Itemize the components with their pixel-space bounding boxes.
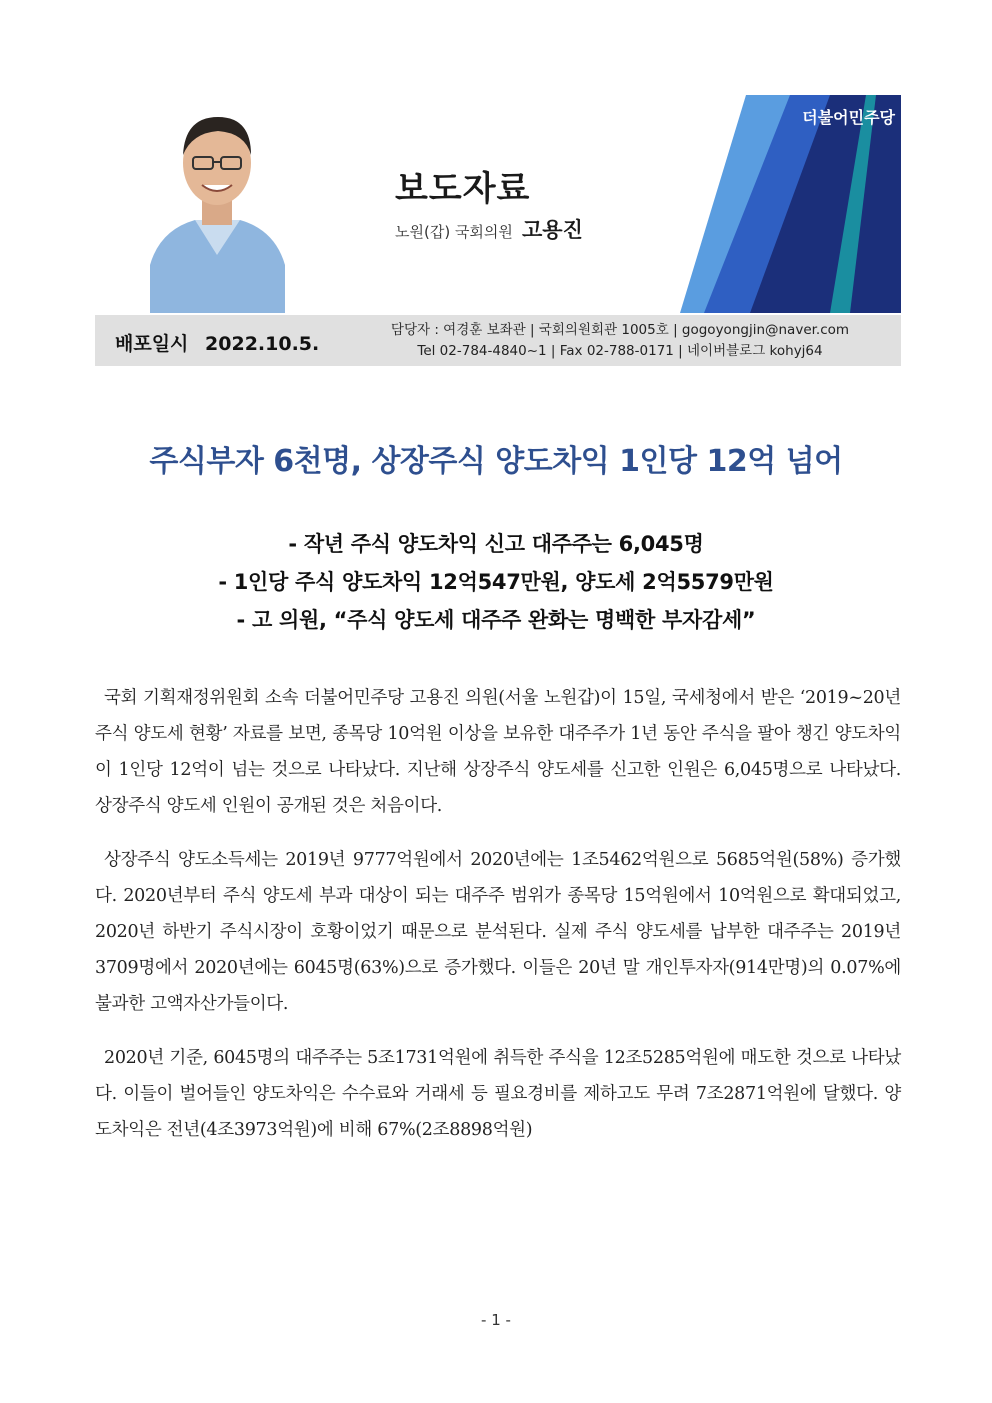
page-number: - 1 - [481,1311,511,1329]
subheadline-item: - 작년 주식 양도차익 신고 대주주는 6,045명 [288,532,704,556]
press-header [95,95,901,313]
info-bar [95,315,901,366]
date-value: 2022.10.5. [205,333,320,355]
contact-info [360,320,880,362]
portrait-image [150,105,285,313]
contact-line-1: 담당자 : 여경훈 보좌관 | 국회의원회관 1005호 | gogoyongjin@naver.com [390,322,850,338]
contact-line-2: Tel 02-784-4840~1 | Fax 02-788-0171 | 네이버블로그 kohyj64 [417,343,823,359]
subheadline-list [0,525,992,639]
lawmaker-name: 고용진 [522,218,583,242]
date-label: 배포일시 [115,333,189,355]
body-paragraph: 상장주식 양도소득세는 2019년 9777억원에서 2020년에는 1조5462억원으로 5685억원(58%) 증가했다. 2020년부터 주식 양도세 부과 대상이 되는 대주주 범위가 종목당 15억원에서 10억원으로 확대되었고, 2020년 하반기 주식시장이 호황이었기 때문으로 분석된다. 실제 주식 양도세를 납부한 대주주는 2019년 3709명에서 2020년에는 6045명(63%)으로 증가했다. 이들은 20년 말 개인투자자(914만명)의 0.07%에 불과한 고액자산가들이다. [95,850,901,1014]
press-release-title: 보도자료 [395,169,531,209]
article-body [95,680,901,1166]
body-paragraph: 국회 기획재정위원회 소속 더불어민주당 고용진 의원(서울 노원갑)이 15일, 국세청에서 받은 ‘2019~20년 주식 양도세 현황’ 자료를 보면, 종목당 10억원 이상을 보유한 대주주가 1년 동안 주식을 팔아 챙긴 양도차익이 1인당 12억이 넘는 것으로 나타났다. 지난해 상장주식 양도세를 신고한 인원은 6,045명으로 나타났다. 상장주식 양도세 인원이 공개된 것은 처음이다. [95,688,901,816]
party-logo: 더불어민주당 [802,108,895,127]
lawmaker-line [395,214,583,244]
headline: 주식부자 6천명, 상장주식 양도차익 1인당 12억 넘어 [149,444,843,479]
title-block [395,161,583,244]
district-label: 노원(갑) 국회의원 [395,223,513,241]
subheadline-item: - 1인당 주식 양도차익 12억547만원, 양도세 2억5579만원 [218,570,774,594]
subheadline-item: - 고 의원, “주식 양도세 대주주 완화는 명백한 부자감세” [236,608,756,632]
release-date [115,329,319,356]
body-paragraph: 2020년 기준, 6045명의 대주주는 5조1731억원에 취득한 주식을 12조5285억원에 매도한 것으로 나타났다. 이들이 벌어들인 양도차익은 수수료와 거래세 등 필요경비를 제하고도 무려 7조2871억원에 달했다. 양도차익은 전년(4조3973억원)에 비해 67%(2조8898억원) [95,1048,901,1140]
